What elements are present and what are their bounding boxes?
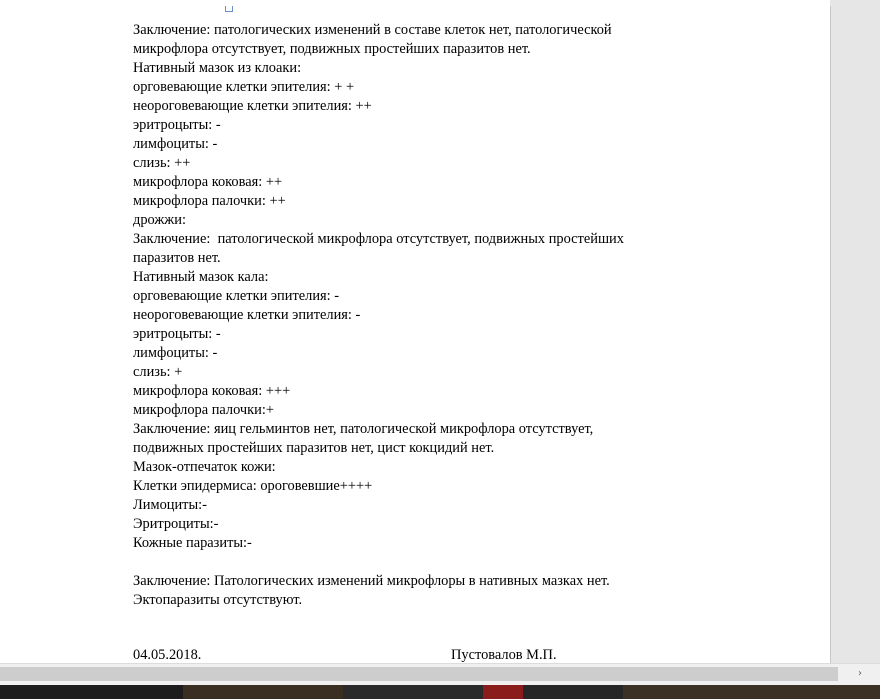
document-line: Клетки эпидермиса: ороговевшие++++ — [133, 478, 373, 494]
document-line: Мазок-отпечаток кожи: — [133, 459, 276, 475]
taskbar — [0, 685, 880, 699]
page-corner-marker — [225, 6, 233, 12]
chevron-right-icon: › — [858, 668, 862, 679]
blank-line — [133, 553, 733, 572]
document-line: паразитов нет. — [133, 250, 221, 266]
taskbar-app-thumbnail[interactable] — [523, 685, 623, 699]
document-line: подвижных простейших паразитов нет, цист кокцидий нет. — [133, 440, 495, 456]
document-line: эритроцыты: - — [133, 326, 221, 342]
document-line: микрофлора коковая: ++ — [133, 174, 283, 190]
document-line: лимфоциты: - — [133, 345, 218, 361]
scrollbar-thumb[interactable] — [0, 667, 838, 681]
document-line: Нативный мазок из клоаки: — [133, 60, 302, 76]
document-line: неороговевающие клетки эпителия: ++ — [133, 98, 372, 114]
scroll-right-button[interactable] — [846, 666, 874, 682]
document-line: Заключение: Патологических изменений микрофлоры в нативных мазках нет. — [133, 573, 610, 589]
document-line: микрофлора палочки:+ — [133, 402, 274, 418]
signer-name: Пустовалов М.П. — [451, 647, 557, 663]
document-line: Кожные паразиты:- — [133, 535, 252, 551]
document-line: Нативный мазок кала: — [133, 269, 269, 285]
taskbar-app-thumbnail[interactable] — [483, 685, 523, 699]
document-line: Эритроциты:- — [133, 516, 219, 532]
document-line: микрофлора коковая: +++ — [133, 383, 291, 399]
document-line: Эктопаразиты отсутствуют. — [133, 592, 303, 608]
document-line: Лимоциты:- — [133, 497, 207, 513]
horizontal-scrollbar[interactable] — [0, 663, 880, 685]
document-line: слизь: + — [133, 364, 183, 380]
taskbar-app-thumbnail[interactable] — [183, 685, 343, 699]
document-line: Заключение: яиц гельминтов нет, патологической микрофлора отсутствует, — [133, 421, 594, 437]
taskbar-app-thumbnail[interactable] — [343, 685, 483, 699]
page-gutter — [830, 0, 880, 663]
document-line: Заключение: патологической микрофлора отсутствует, подвижных простейших — [133, 231, 624, 247]
document-body[interactable] — [133, 21, 733, 610]
document-line: дрожжи: — [133, 212, 186, 228]
taskbar-app-thumbnail[interactable] — [623, 685, 880, 699]
document-line: орговевающие клетки эпителия: + + — [133, 79, 355, 95]
document-line: неороговевающие клетки эпителия: - — [133, 307, 361, 323]
document-line: Заключение: патологических изменений в составе клеток нет, патологической — [133, 22, 612, 38]
document-line: эритроцыты: - — [133, 117, 221, 133]
document-date: 04.05.2018. — [133, 647, 202, 663]
document-line: лимфоциты: - — [133, 136, 218, 152]
document-page[interactable] — [96, 6, 830, 663]
document-line: слизь: ++ — [133, 155, 191, 171]
document-line: микрофлора отсутствует, подвижных простейших паразитов нет. — [133, 41, 531, 57]
document-line: орговевающие клетки эпителия: - — [133, 288, 340, 304]
document-line: микрофлора палочки: ++ — [133, 193, 286, 209]
